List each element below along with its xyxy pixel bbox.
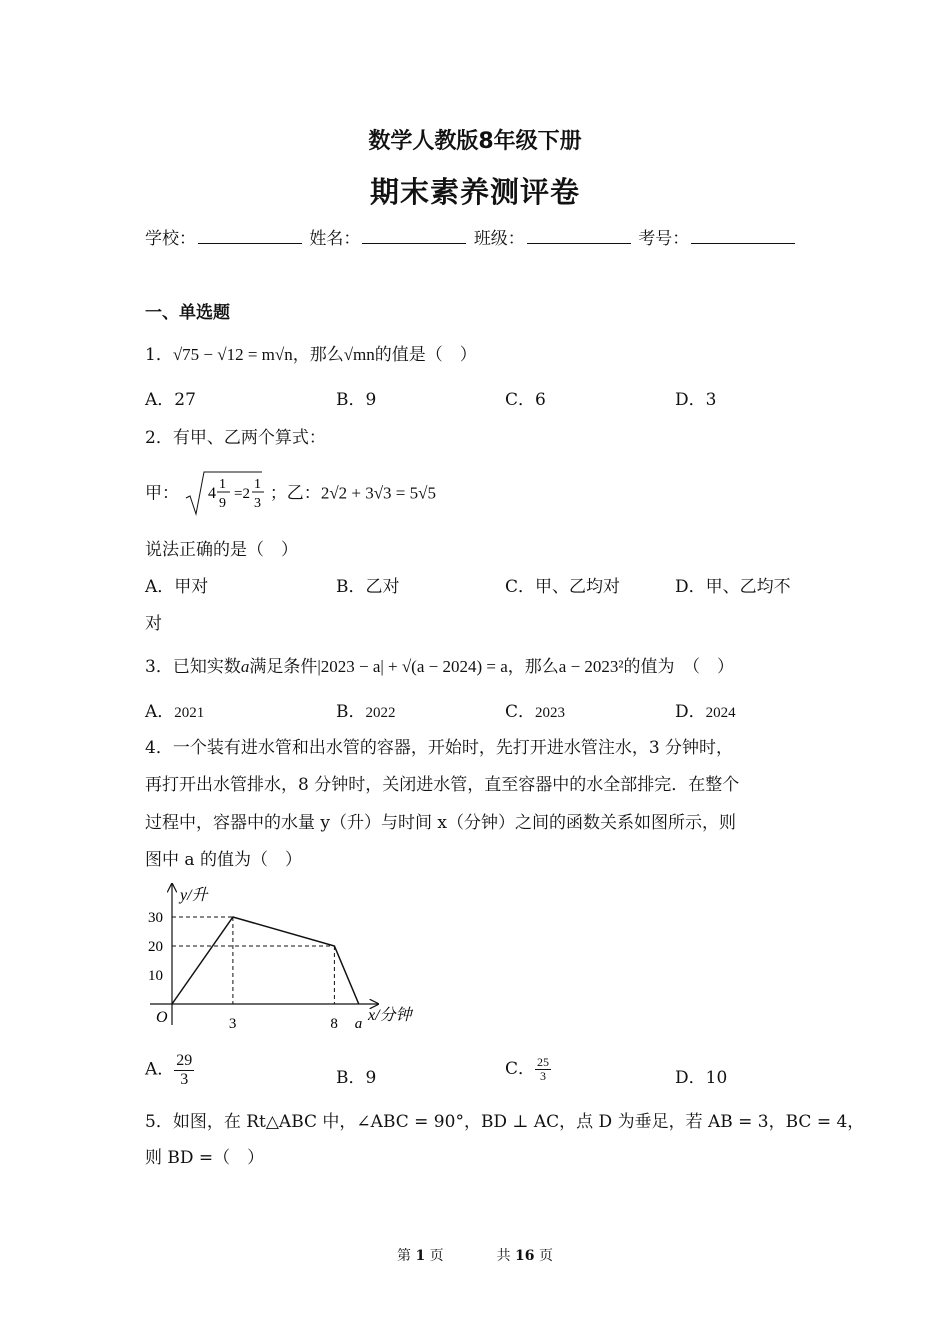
question-4-line-4: 图中 a 的值为（ ） bbox=[145, 850, 302, 870]
question-1-stem: 1．√75 − √12 = m√n，那么√mn的值是（ ） bbox=[145, 345, 477, 365]
q1-option-b: B．9 bbox=[336, 390, 377, 410]
question-5-line-1: 5．如图，在 Rt△ABC 中，∠ABC = 90°，BD ⊥ AC，点 D 为垂足，若 AB = 3，BC = 4， bbox=[145, 1112, 865, 1132]
y-tick-label-20: 20 bbox=[148, 939, 163, 955]
svg-text:=2: =2 bbox=[234, 486, 251, 502]
class-blank bbox=[527, 227, 631, 244]
q2-option-b: B．乙对 bbox=[336, 577, 400, 597]
svg-text:3: 3 bbox=[254, 496, 262, 511]
name-blank bbox=[362, 227, 466, 244]
q1-expression-2: √mn bbox=[343, 345, 375, 364]
q4-option-a: A． $\frac{29}{3}$ bbox=[145, 1052, 193, 1088]
q3-expression-2: a − 2023² bbox=[558, 657, 624, 676]
question-2-stem: 2．有甲、乙两个算式： bbox=[145, 428, 326, 448]
q4-option-d: D．10 bbox=[675, 1068, 728, 1088]
x-tick-label-8: 8 bbox=[330, 1016, 338, 1032]
field-name-label: 姓名： bbox=[309, 229, 361, 249]
field-school-label: 学校： bbox=[145, 229, 196, 249]
student-info-row bbox=[145, 224, 797, 249]
q2-option-a: A．甲对 bbox=[145, 577, 209, 597]
q3-option-a: A．2021 bbox=[145, 702, 205, 722]
svg-text:4: 4 bbox=[208, 485, 217, 502]
q3-option-b: B．2022 bbox=[336, 702, 396, 722]
page-footer: 第 1 页 共 16 页 bbox=[397, 1248, 553, 1264]
total-pages: 16 bbox=[515, 1248, 535, 1264]
paper-title: 期末素养测评卷 bbox=[369, 175, 580, 209]
exam-number-blank bbox=[691, 227, 795, 244]
q3-option-c: C．2023 bbox=[505, 702, 566, 722]
svg-text:1: 1 bbox=[254, 477, 262, 492]
x-tick-label-a: a bbox=[354, 1016, 363, 1032]
y-axis-label: y/升 bbox=[180, 887, 208, 904]
q3-expression: |2023 − a| + √(a − 2024) = a bbox=[317, 657, 508, 676]
q1-option-c: C．6 bbox=[505, 390, 546, 410]
svg-text:1: 1 bbox=[219, 477, 227, 492]
question-2-prompt: 说法正确的是（ ） bbox=[145, 540, 298, 560]
svg-text:9: 9 bbox=[219, 496, 227, 511]
question-2-formulas: 甲： 4 1 9 =2 1 3 ；乙：2√2 + 3√3 = 5√5 bbox=[145, 470, 436, 518]
series-line bbox=[172, 917, 359, 1004]
q3-option-d: D．2024 bbox=[675, 702, 736, 722]
field-class-label: 班级： bbox=[473, 229, 525, 249]
school-blank bbox=[198, 227, 302, 244]
y-tick-label-30: 30 bbox=[148, 910, 163, 926]
x-tick-label-3: 3 bbox=[228, 1016, 237, 1032]
q1-option-a: A．27 bbox=[145, 390, 196, 410]
page-number: 1 bbox=[415, 1248, 426, 1264]
q4-option-c: C． $\frac{25}{3}$ bbox=[505, 1054, 550, 1083]
field-exam-number-label: 考号： bbox=[638, 229, 690, 249]
q1-option-d: D．3 bbox=[675, 390, 717, 410]
question-3-stem: 3．已知实数a满足条件|2023 − a| + √(a − 2024) = a，那么a − 2023²的值为 （ ） bbox=[145, 657, 735, 677]
y-tick-label-10: 10 bbox=[148, 968, 163, 984]
q1-expression: √75 − √12 = m√n bbox=[172, 345, 293, 364]
guide-lines bbox=[172, 917, 334, 1004]
section-heading: 一、单选题 bbox=[145, 303, 230, 323]
q2-option-d: D．甲、乙均不 bbox=[675, 577, 791, 597]
q2-option-d-wrap: 对 bbox=[145, 614, 162, 634]
question-4-line-3: 过程中，容器中的水量 y（升）与时间 x（分钟）之间的函数关系如图所示，则 bbox=[145, 813, 736, 833]
water-volume-graph bbox=[140, 880, 440, 1040]
question-4-line-2: 再打开出水管排水，8 分钟时，关闭进水管，直至容器中的水全部排完．在整个 bbox=[145, 775, 740, 795]
paper-subtitle: 数学人教版8年级下册 bbox=[368, 129, 582, 154]
question-5-line-2: 则 BD =（ ） bbox=[145, 1148, 265, 1168]
jia-formula bbox=[184, 470, 264, 518]
q4-option-b: B．9 bbox=[336, 1068, 377, 1088]
x-axis-label: x/分钟 bbox=[368, 1007, 412, 1024]
question-4-line-1: 4．一个装有进水管和出水管的容器，开始时，先打开进水管注水，3 分钟时， bbox=[145, 738, 734, 758]
q2-option-c: C．甲、乙均对 bbox=[505, 577, 621, 597]
origin-label: O bbox=[156, 1009, 168, 1026]
yi-formula: 2√2 + 3√3 = 5√5 bbox=[320, 483, 436, 503]
